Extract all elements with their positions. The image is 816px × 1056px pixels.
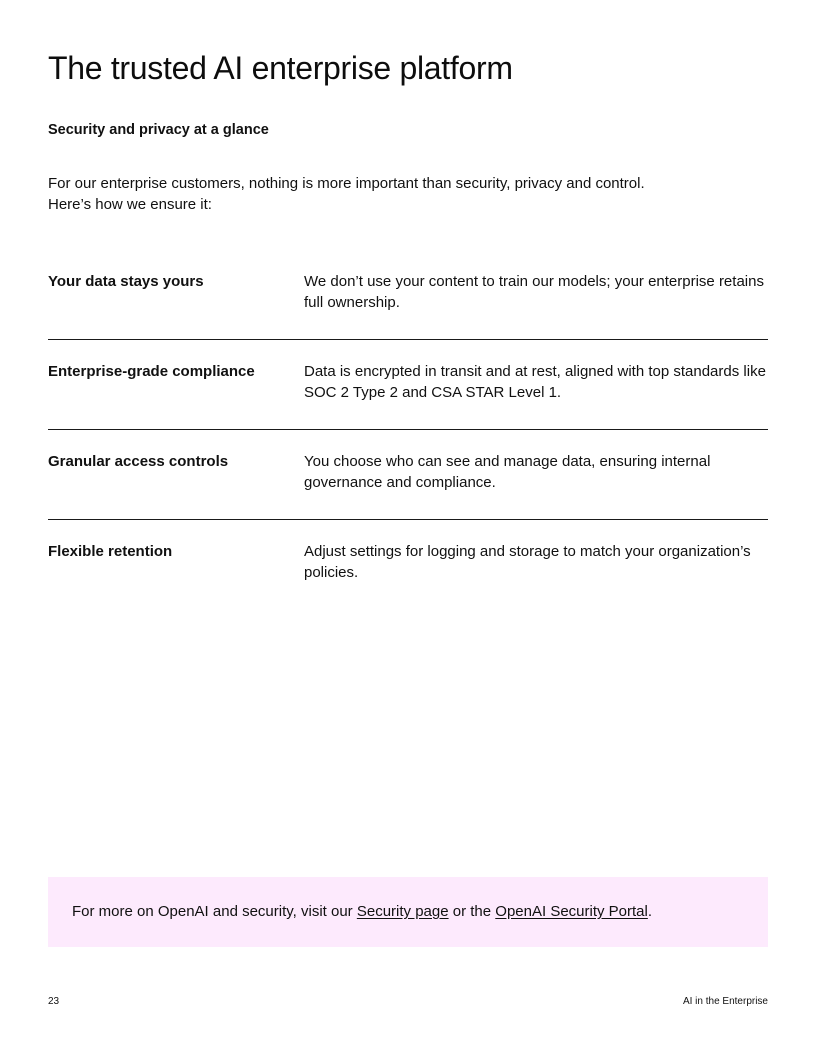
page-number: 23 <box>48 996 60 1007</box>
feature-title: Flexible retention <box>48 543 173 560</box>
feature-description: Data is encrypted in transit and at rest, aligned with top standards like SOC 2 Type 2 and CSA STAR Level 1. <box>304 363 766 401</box>
section-subtitle: Security and privacy at a glance <box>48 122 269 138</box>
security-page-link[interactable]: Security page <box>356 903 449 920</box>
intro-paragraph <box>48 173 768 215</box>
intro-line: Here’s how we ensure it: <box>48 196 212 213</box>
callout-text: or the <box>448 903 496 920</box>
feature-row-access-controls <box>48 430 768 520</box>
feature-title: Enterprise-grade compliance <box>48 363 255 380</box>
callout-text: . <box>647 903 653 920</box>
feature-title: Your data stays yours <box>48 273 204 290</box>
document-title: AI in the Enterprise <box>682 996 768 1007</box>
feature-description: We don’t use your content to train our models; your enterprise retains full ownership. <box>304 273 764 311</box>
features-table <box>48 250 768 610</box>
feature-title: Granular access controls <box>48 453 229 470</box>
intro-line: For our enterprise customers, nothing is more important than security, privacy and control. <box>48 175 645 192</box>
feature-description: You choose who can see and manage data, ensuring internal governance and compliance. <box>304 453 711 491</box>
security-portal-link[interactable]: OpenAI Security Portal <box>495 903 648 920</box>
page-title: The trusted AI enterprise platform <box>48 50 513 86</box>
feature-row-retention <box>48 520 768 610</box>
callout-text: For more on OpenAI and security, visit our <box>72 903 357 920</box>
feature-description: Adjust settings for logging and storage to match your organization’s policies. <box>304 543 751 581</box>
security-callout <box>48 877 768 947</box>
feature-row-compliance <box>48 340 768 430</box>
feature-row-data-ownership <box>48 250 768 340</box>
